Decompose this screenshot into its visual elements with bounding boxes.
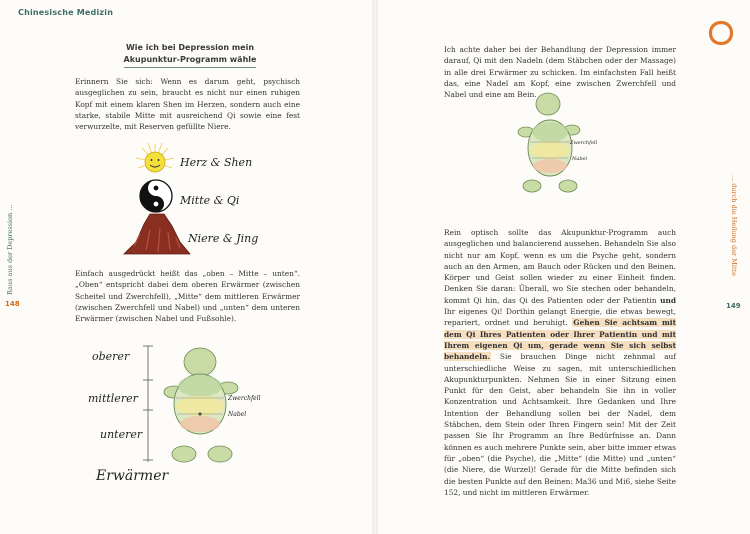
small-label-zwerchfell: Zwerchfell xyxy=(570,140,598,146)
para4-part-c: Sie brauchen Dinge nicht zehnmal auf unterschiedliche Weise zu sagen, mit unterschiedlichen Akupunkturpunkten. Nehmen Sie in einer Sitzung einen Punkt für den Geist, aber behandeln Sie ihn in voller Konzentration und Achtsamkeit. Ihre Gedanken und Ihre Intention der Behandlung sollen bei der Nadel, dem Stäbchen, dem Stein oder Ihren Fingern sein! Mit der Zeit passen Sie Ihr Programm an Ihre Bedürfnisse an. Dann können es auch mehrere Punkte sein, aber bitte immer etwas für „oben“ (die Psyche), die „Mitte“ (die Mitte) und „unten“ (die Niere, die Wurzel)! Gerade für die Mitte befinden sich die besten Punkte auf den Beinen: Ma36 und Mi6, siehe Seite 152, und nicht im mittleren Erwärmer. xyxy=(444,352,677,497)
volcano-icon xyxy=(124,214,190,254)
highlighted-sentence: Gehen Sie achtsam mit dem Qi Ihres Patienten oder Ihrer Patientin und mit Ihrem eigenen Qi um, gerade wenn Sie sich selbst behandeln. xyxy=(444,318,677,362)
para4-part-a: Rein optisch sollte das Akupunktur-Programm auch ausgeglichen und balancierend aussehen. Behandeln Sie also nicht nur am Kopf, wenn es um die Psyche geht, sondern auch an den Armen, am Bauch oder Rücken und den Beinen. Körper und Geist sollen wieder zu einer Einheit finden. Denken Sie daran: Überall, wo Sie stechen oder behandeln, kommt Qi hin, das Qi des Patienten oder der Patientin xyxy=(444,228,676,305)
turtle-three-burners-illustration xyxy=(88,342,288,490)
paragraph-oben-mitte-unten: Einfach ausgedrückt heißt das „oben – Mitte – unten“. „Oben“ entspricht dabei dem oberen Erwärmer (zwischen Scheitel und Zwerchfell), „Mitte“ dem mittleren Erwärmer (zwischen Zwerchfell und Nabel) und „unten“ dem unteren Erwärmer (zwischen Nabel und Fußsohle). xyxy=(75,269,300,324)
smiley-face-icon xyxy=(145,152,165,172)
turtle-icon xyxy=(164,348,238,462)
label-unterer: unterer xyxy=(100,428,143,441)
label-niere-jing: Niere & Jing xyxy=(188,232,259,245)
paragraph-intro: Erinnern Sie sich: Wenn es darum geht, psychisch ausgeglichen zu sein, braucht es nicht nur einen ruhigen Kopf mit einem klaren Shen im Herzen, sondern auch eine starke, stabile Mitte mit ausreichend Qi sowie eine fest verwurzelte, mit Reserven gefüllte Niere. xyxy=(75,77,300,132)
brand-ring-icon xyxy=(708,20,734,46)
label-mittlerer: mittlerer xyxy=(88,392,138,405)
small-label-nabel: Nabel xyxy=(572,156,588,162)
label-oberer: oberer xyxy=(92,350,130,363)
running-head: Chinesische Medizin xyxy=(18,8,114,17)
yin-yang-icon xyxy=(140,180,172,212)
heading-line-2: Akupunktur-Programm wähle xyxy=(124,54,257,68)
left-page-number: 148 xyxy=(5,300,20,308)
right-page-number: 149 xyxy=(726,302,741,310)
right-side-title: ... durch die Heilung der Mitte xyxy=(730,175,738,277)
book-gutter xyxy=(372,0,378,534)
para4-part-b: Ihr eigenes Qi! Dorthin gelangt Energie, die etwas bewegt, repariert, ordnet und beruhigt. xyxy=(444,307,676,328)
paragraph-balanced-program xyxy=(444,227,676,498)
label-zwerchfell: Zwerchfell xyxy=(228,395,261,402)
three-burner-symbol-illustration xyxy=(120,138,260,263)
para4-und: und xyxy=(660,295,676,305)
label-mitte-qi: Mitte & Qi xyxy=(180,194,240,207)
small-turtle-illustration xyxy=(510,88,598,200)
left-side-title: Raus aus der Depression ... xyxy=(6,204,14,295)
heading-line-1: Wie ich bei Depression mein xyxy=(125,43,255,52)
section-heading xyxy=(110,42,270,68)
label-nabel: Nabel xyxy=(228,411,247,418)
label-erwaermer: Erwärmer xyxy=(96,468,169,484)
left-side-marker xyxy=(4,200,18,320)
right-side-marker xyxy=(726,175,746,315)
label-herz-shen: Herz & Shen xyxy=(180,156,253,169)
paragraph-needle-placement: Ich achte daher bei der Behandlung der Depression immer darauf, Qi mit den Nadeln (dem Stäbchen oder der Massage) in alle drei Erwärmer zu schicken. Im einfachsten Fall heißt das, eine Nadel am Kopf, eine zwischen Zwerchfell und Nabel und eine am Bein. xyxy=(444,45,676,100)
